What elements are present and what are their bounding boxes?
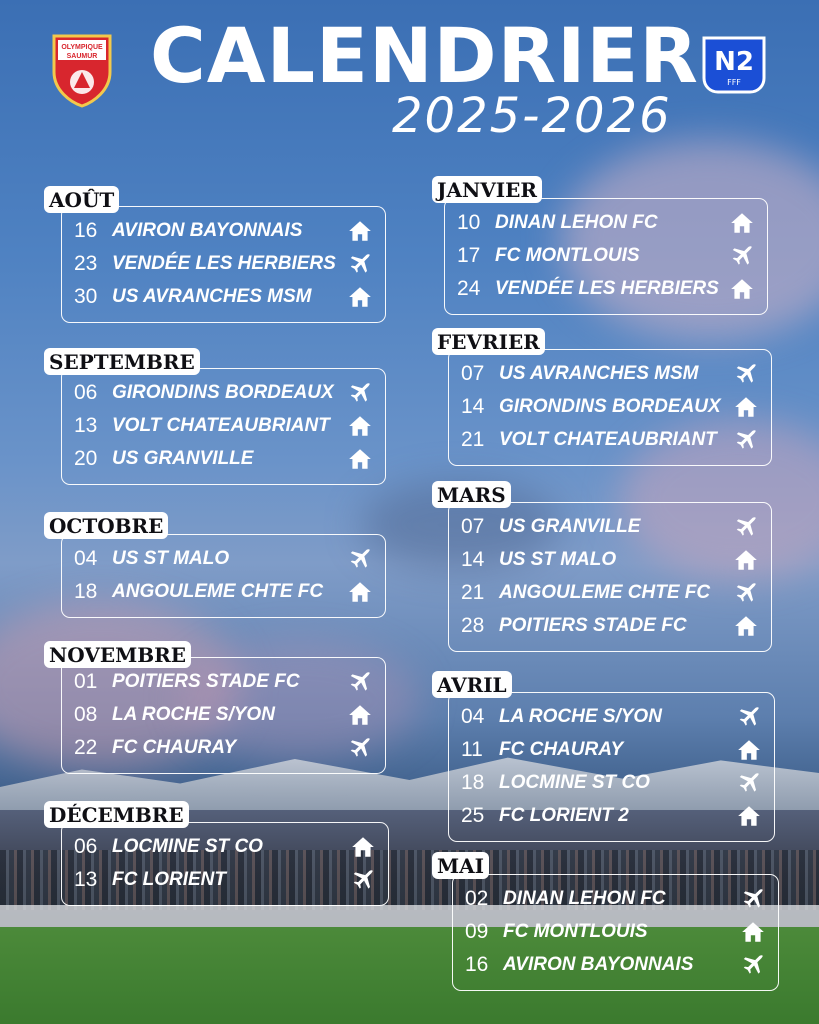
- match-opponent: POITIERS STADE FC: [499, 615, 687, 636]
- match-row: [457, 208, 755, 238]
- match-opponent: ANGOULEME CHTE FC: [499, 582, 711, 603]
- match-opponent: US GRANVILLE: [499, 516, 641, 537]
- airplane-icon: [347, 735, 373, 761]
- match-date: 28: [461, 614, 485, 637]
- match-opponent: AVIRON BAYONNAIS: [112, 220, 303, 241]
- league-badge-icon: [698, 34, 770, 98]
- month-label-decembre: DÉCEMBRE: [44, 801, 189, 828]
- match-opponent: LA ROCHE S/YON: [499, 706, 662, 727]
- match-opponent: DINAN LEHON FC: [495, 212, 658, 233]
- match-row: [461, 611, 759, 641]
- airplane-icon: [736, 770, 762, 796]
- match-date: 16: [74, 219, 98, 242]
- match-date: 07: [461, 515, 485, 538]
- month-box-avril: [448, 692, 775, 842]
- month-label-novembre: NOVEMBRE: [44, 641, 191, 668]
- month-label-mars: MARS: [432, 481, 511, 508]
- home-icon: [347, 579, 373, 605]
- match-opponent: US ST MALO: [112, 548, 230, 569]
- match-date: 06: [74, 381, 98, 404]
- month-box-novembre: [61, 657, 386, 774]
- match-date: 11: [461, 738, 483, 761]
- match-row: [74, 378, 373, 408]
- airplane-icon: [740, 886, 766, 912]
- match-date: 02: [465, 887, 489, 910]
- month-label-avril: AVRIL: [432, 671, 512, 698]
- match-opponent: FC LORIENT 2: [499, 805, 629, 826]
- month-label-fevrier: FEVRIER: [432, 328, 545, 355]
- match-date: 23: [74, 252, 98, 275]
- home-icon: [740, 919, 766, 945]
- match-row: [465, 884, 766, 914]
- match-opponent: US AVRANCHES MSM: [499, 363, 699, 384]
- match-date: 16: [465, 953, 489, 976]
- match-opponent: FC LORIENT: [112, 869, 226, 890]
- svg-text:OLYMPIQUE: OLYMPIQUE: [61, 44, 103, 51]
- airplane-icon: [347, 546, 373, 572]
- match-row: [74, 216, 373, 246]
- home-icon: [347, 284, 373, 310]
- match-opponent: POITIERS STADE FC: [112, 671, 300, 692]
- airplane-icon: [733, 427, 759, 453]
- match-date: 06: [74, 835, 98, 858]
- match-opponent: FC CHAURAY: [112, 737, 237, 758]
- match-date: 07: [461, 362, 485, 385]
- month-label-janvier: JANVIER: [432, 176, 542, 203]
- month-box-mars: [448, 502, 772, 652]
- match-row: [74, 411, 373, 441]
- match-opponent: LOCMINE ST CO: [499, 772, 650, 793]
- match-opponent: GIRONDINS BORDEAUX: [112, 382, 334, 403]
- month-label-mai: MAI: [432, 852, 489, 879]
- page-title: CALENDRIER: [150, 11, 699, 100]
- match-row: [74, 249, 373, 279]
- match-date: 01: [74, 670, 98, 693]
- match-row: [74, 282, 373, 312]
- airplane-icon: [350, 867, 376, 893]
- month-box-septembre: [61, 368, 386, 485]
- match-date: 21: [461, 581, 485, 604]
- match-opponent: VENDÉE LES HERBIERS: [495, 278, 719, 299]
- match-opponent: US GRANVILLE: [112, 448, 254, 469]
- airplane-icon: [733, 514, 759, 540]
- match-date: 10: [457, 211, 481, 234]
- match-date: 13: [74, 868, 98, 891]
- match-opponent: FC MONTLOUIS: [495, 245, 640, 266]
- match-row: [461, 512, 759, 542]
- match-row: [74, 577, 373, 607]
- airplane-icon: [347, 380, 373, 406]
- match-row: [461, 768, 762, 798]
- match-opponent: US AVRANCHES MSM: [112, 286, 312, 307]
- match-opponent: LOCMINE ST CO: [112, 836, 263, 857]
- match-date: 04: [461, 705, 485, 728]
- match-row: [461, 735, 762, 765]
- match-row: [74, 832, 376, 862]
- home-icon: [733, 613, 759, 639]
- airplane-icon: [733, 361, 759, 387]
- match-opponent: DINAN LEHON FC: [503, 888, 666, 909]
- match-row: [461, 545, 759, 575]
- match-row: [461, 702, 762, 732]
- match-date: 09: [465, 920, 489, 943]
- match-row: [74, 667, 373, 697]
- match-date: 08: [74, 703, 98, 726]
- match-row: [74, 544, 373, 574]
- month-label-septembre: SEPTEMBRE: [44, 348, 200, 375]
- match-date: 13: [74, 414, 98, 437]
- home-icon: [733, 547, 759, 573]
- match-date: 24: [457, 277, 481, 300]
- month-box-fevrier: [448, 349, 772, 466]
- svg-text:N2: N2: [714, 47, 754, 77]
- club-crest-icon: [50, 32, 114, 108]
- home-icon: [736, 737, 762, 763]
- airplane-icon: [740, 952, 766, 978]
- match-date: 04: [74, 547, 98, 570]
- match-date: 25: [461, 804, 485, 827]
- month-label-aout: AOÛT: [44, 186, 119, 213]
- match-date: 14: [461, 395, 485, 418]
- svg-text:FFF: FFF: [727, 78, 741, 87]
- match-opponent: VOLT CHATEAUBRIANT: [499, 429, 717, 450]
- home-icon: [729, 276, 755, 302]
- match-date: 30: [74, 285, 98, 308]
- home-icon: [347, 218, 373, 244]
- airplane-icon: [733, 580, 759, 606]
- airplane-icon: [729, 243, 755, 269]
- home-icon: [350, 834, 376, 860]
- home-icon: [733, 394, 759, 420]
- home-icon: [347, 446, 373, 472]
- match-opponent: VENDÉE LES HERBIERS: [112, 253, 336, 274]
- match-opponent: US ST MALO: [499, 549, 617, 570]
- home-icon: [347, 702, 373, 728]
- match-row: [461, 425, 759, 455]
- home-icon: [736, 803, 762, 829]
- match-date: 18: [74, 580, 98, 603]
- match-row: [74, 700, 373, 730]
- month-box-octobre: [61, 534, 386, 618]
- match-row: [465, 917, 766, 947]
- match-opponent: AVIRON BAYONNAIS: [503, 954, 694, 975]
- match-row: [74, 865, 376, 895]
- match-row: [465, 950, 766, 980]
- match-row: [461, 578, 759, 608]
- match-date: 21: [461, 428, 485, 451]
- home-icon: [729, 210, 755, 236]
- match-row: [461, 801, 762, 831]
- match-date: 22: [74, 736, 98, 759]
- match-opponent: ANGOULEME CHTE FC: [112, 581, 324, 602]
- month-box-decembre: [61, 822, 389, 906]
- home-icon: [347, 413, 373, 439]
- match-row: [457, 241, 755, 271]
- match-opponent: LA ROCHE S/YON: [112, 704, 275, 725]
- match-row: [461, 359, 759, 389]
- match-row: [74, 444, 373, 474]
- month-box-janvier: [444, 198, 768, 315]
- match-opponent: FC CHAURAY: [499, 739, 624, 760]
- month-box-aout: [61, 206, 386, 323]
- match-opponent: GIRONDINS BORDEAUX: [499, 396, 721, 417]
- month-box-mai: [452, 874, 779, 991]
- match-row: [74, 733, 373, 763]
- match-date: 18: [461, 771, 485, 794]
- airplane-icon: [347, 251, 373, 277]
- month-label-octobre: OCTOBRE: [44, 512, 168, 539]
- match-row: [461, 392, 759, 422]
- match-opponent: FC MONTLOUIS: [503, 921, 648, 942]
- match-row: [457, 274, 755, 304]
- match-date: 20: [74, 447, 98, 470]
- season-label: 2025-2026: [392, 88, 672, 144]
- airplane-icon: [736, 704, 762, 730]
- match-opponent: VOLT CHATEAUBRIANT: [112, 415, 330, 436]
- svg-text:SAUMUR: SAUMUR: [66, 53, 98, 60]
- match-date: 17: [457, 244, 481, 267]
- airplane-icon: [347, 669, 373, 695]
- match-date: 14: [461, 548, 485, 571]
